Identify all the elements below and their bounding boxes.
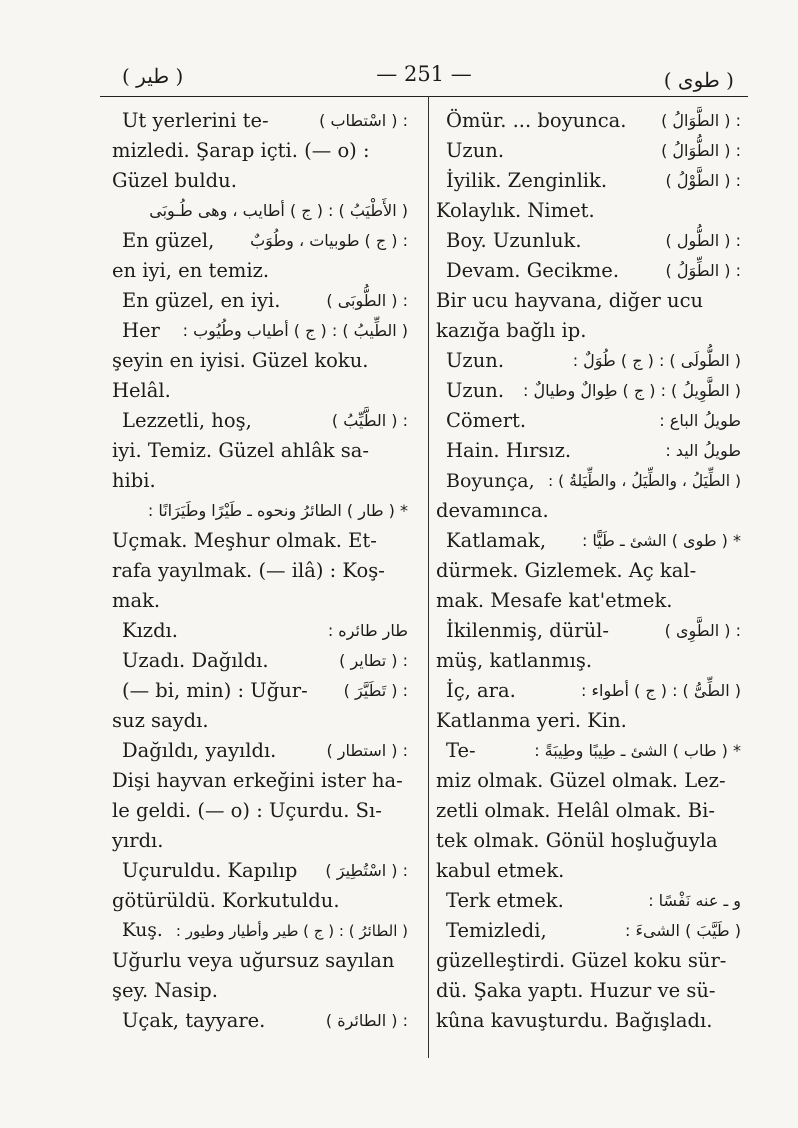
turkish-text: kabul etmek. bbox=[436, 859, 565, 882]
entry-line bbox=[436, 826, 741, 856]
arabic-headword: ( الأَطْيَبُ ) : ( ج ) أطايب ، وهى طُـوبَى bbox=[149, 201, 408, 220]
entry-line bbox=[436, 526, 741, 556]
turkish-text: Katlanma yeri. Kin. bbox=[436, 709, 627, 732]
turkish-text: Boy. Uzunluk. bbox=[446, 229, 582, 252]
entry-line bbox=[112, 946, 408, 976]
arabic-headword: ( الطُّولَى ) : ( ج ) طُوَلٌ : bbox=[572, 351, 741, 370]
arabic-headword: ( طَيَّبَ ) الشىءَ : bbox=[625, 921, 741, 940]
turkish-text: Helâl. bbox=[112, 379, 171, 402]
turkish-text: Te- bbox=[446, 739, 476, 762]
arabic-headword: : ( تطاير ) bbox=[339, 651, 408, 670]
turkish-text: yırdı. bbox=[112, 829, 164, 852]
entry-line bbox=[112, 466, 408, 496]
entry-line bbox=[436, 166, 741, 196]
arabic-headword: * ( طار ) الطائرُ ونحوه ـ طَيْرًا وطَيَرَانًا : bbox=[147, 501, 408, 520]
entry-line bbox=[112, 166, 408, 196]
turkish-text: le geldi. (— o) : Uçurdu. Sı- bbox=[112, 799, 382, 822]
turkish-text: Cömert. bbox=[446, 409, 527, 432]
entry-line bbox=[112, 556, 408, 586]
turkish-text: tek olmak. Gönül hoşluğuyla bbox=[436, 829, 718, 852]
arabic-headword: : ( اسْتطاب ) bbox=[319, 111, 408, 130]
entry-line bbox=[436, 406, 741, 436]
entry-line bbox=[436, 196, 741, 226]
header-left-keyword: ( طیر ) bbox=[122, 64, 184, 88]
arabic-headword: طار طائره : bbox=[327, 621, 408, 640]
column-divider bbox=[428, 96, 429, 1058]
arabic-headword: : ( الطَّوْلُ ) bbox=[665, 171, 741, 190]
turkish-text: Temizledi, bbox=[446, 919, 547, 942]
turkish-text: Güzel buldu. bbox=[112, 169, 237, 192]
turkish-text: Dişi hayvan erkeğini ister ha- bbox=[112, 769, 403, 792]
entry-line bbox=[112, 766, 408, 796]
turkish-text: Terk etmek. bbox=[446, 889, 564, 912]
entry-line bbox=[436, 436, 741, 466]
entry-line bbox=[436, 1006, 741, 1036]
entry-line bbox=[436, 616, 741, 646]
entry-line bbox=[436, 256, 741, 286]
entry-line bbox=[112, 406, 408, 436]
entry-line bbox=[112, 436, 408, 466]
entry-line bbox=[436, 136, 741, 166]
entry-line bbox=[112, 346, 408, 376]
arabic-headword: : ( الطَّوِى ) bbox=[664, 621, 741, 640]
entry-line bbox=[436, 946, 741, 976]
entry-line bbox=[112, 916, 408, 946]
arabic-headword: طويلُ الباع : bbox=[659, 411, 741, 430]
entry-line bbox=[112, 976, 408, 1006]
turkish-text: iyi. Temiz. Güzel ahlâk sa- bbox=[112, 439, 369, 462]
arabic-headword: : ( استطار ) bbox=[326, 741, 408, 760]
entry-line bbox=[112, 706, 408, 736]
turkish-text: Uçuruldu. Kapılıp bbox=[122, 859, 298, 882]
entry-line bbox=[436, 796, 741, 826]
turkish-text: İç, ara. bbox=[446, 679, 516, 702]
turkish-text: devamınca. bbox=[436, 499, 549, 522]
turkish-text: hibi. bbox=[112, 469, 156, 492]
arabic-headword: ( الطَّوِيلُ ) : ( ج ) طِوالٌ وطيالٌ : bbox=[523, 381, 741, 400]
arabic-headword: : ( الطَّيِّبُ ) bbox=[331, 411, 408, 430]
turkish-text: kazığa bağlı ip. bbox=[436, 319, 587, 342]
arabic-headword: طويلُ اليد : bbox=[665, 441, 741, 460]
arabic-headword: * ( طاب ) الشئ ـ طِيبًا وطِيبَةً : bbox=[534, 741, 741, 760]
entry-line bbox=[112, 736, 408, 766]
turkish-text: (— bi, min) : Uğur- bbox=[122, 679, 308, 702]
turkish-text: Boyunça, bbox=[446, 470, 535, 492]
entry-line bbox=[436, 286, 741, 316]
entry-line bbox=[436, 976, 741, 1006]
entry-line bbox=[112, 856, 408, 886]
entry-line bbox=[436, 226, 741, 256]
arabic-headword: : ( اسْتُطِيرَ ) bbox=[325, 861, 408, 880]
entry-line bbox=[436, 466, 741, 496]
turkish-text: en iyi, en temiz. bbox=[112, 259, 270, 282]
turkish-text: Uğurlu veya uğursuz sayılan bbox=[112, 949, 395, 972]
turkish-text: mak. bbox=[112, 589, 161, 612]
turkish-text: rafa yayılmak. (— ilâ) : Koş- bbox=[112, 559, 385, 582]
turkish-text: müş, katlanmış. bbox=[436, 649, 593, 672]
turkish-text: mak. Mesafe kat'etmek. bbox=[436, 589, 673, 612]
header-rule bbox=[100, 96, 748, 97]
turkish-text: suz saydı. bbox=[112, 709, 209, 732]
entry-line bbox=[112, 136, 408, 166]
arabic-headword: : ( الطَّوَالُ ) bbox=[661, 111, 741, 130]
entry-line bbox=[112, 286, 408, 316]
entry-line bbox=[436, 316, 741, 346]
entry-line bbox=[112, 196, 408, 226]
entry-line bbox=[436, 376, 741, 406]
entry-line bbox=[436, 346, 741, 376]
entry-line bbox=[112, 886, 408, 916]
turkish-text: İkilenmiş, dürül- bbox=[446, 619, 609, 642]
entry-line bbox=[436, 916, 741, 946]
turkish-text: zetli olmak. Helâl olmak. Bi- bbox=[436, 799, 715, 822]
turkish-text: güzelleştirdi. Güzel koku sür- bbox=[436, 949, 727, 972]
turkish-text: Hain. Hırsız. bbox=[446, 439, 572, 462]
arabic-headword: ( الطِّيبُ ) : ( ج ) أطياب وطُيُوب : bbox=[182, 321, 408, 340]
arabic-headword: : ( الطُّوبَى ) bbox=[326, 291, 408, 310]
entry-line bbox=[436, 706, 741, 736]
entry-line bbox=[112, 646, 408, 676]
entry-line bbox=[112, 526, 408, 556]
arabic-headword: * ( طوى ) الشئ ـ طَيًّا : bbox=[581, 531, 741, 550]
arabic-headword: : ( الطِّوَلُ ) bbox=[665, 261, 741, 280]
page-header bbox=[100, 60, 748, 96]
arabic-headword: ( الطائرُ ) : ( ج ) طير وأطيار وطيور : bbox=[175, 922, 408, 940]
entry-line bbox=[112, 376, 408, 406]
turkish-text: miz olmak. Güzel olmak. Lez- bbox=[436, 769, 726, 792]
entry-line bbox=[436, 586, 741, 616]
turkish-text: Kolaylık. Nimet. bbox=[436, 199, 595, 222]
arabic-headword: : ( الطُّول ) bbox=[665, 231, 741, 250]
turkish-text: Kuş. bbox=[122, 920, 163, 941]
entry-line bbox=[112, 106, 408, 136]
turkish-text: Uzun. bbox=[446, 349, 505, 372]
turkish-text: kûna kavuşturdu. Bağışladı. bbox=[436, 1009, 713, 1032]
arabic-headword: ( الطِّيَلُ ، والطِّيَلُ ، والطِّيَلةُ ) : bbox=[548, 472, 741, 490]
arabic-headword: : ( الطائرة ) bbox=[325, 1011, 408, 1030]
turkish-text: şey. Nasip. bbox=[112, 979, 218, 1002]
entry-line bbox=[436, 676, 741, 706]
turkish-text: Devam. Gecikme. bbox=[446, 259, 620, 282]
entry-line bbox=[112, 1006, 408, 1036]
entry-line bbox=[112, 226, 408, 256]
entry-line bbox=[436, 766, 741, 796]
turkish-text: Dağıldı, yayıldı. bbox=[122, 739, 277, 762]
turkish-text: götürüldü. Korkutuldu. bbox=[112, 889, 340, 912]
entry-line bbox=[436, 556, 741, 586]
turkish-text: Her bbox=[122, 319, 160, 342]
entry-line bbox=[112, 496, 408, 526]
turkish-text: Ömür. ... boyunca. bbox=[446, 109, 627, 132]
arabic-headword: : ( تَطَيَّرَ ) bbox=[343, 681, 408, 700]
turkish-text: En güzel, bbox=[122, 229, 215, 252]
entry-line bbox=[436, 886, 741, 916]
arabic-headword: ( الطِّىُّ ) : ( ج ) أطواء : bbox=[581, 681, 741, 700]
entry-line bbox=[112, 256, 408, 286]
entry-line bbox=[436, 856, 741, 886]
turkish-text: Bir ucu hayvana, diğer ucu bbox=[436, 289, 704, 312]
entry-line bbox=[112, 616, 408, 646]
arabic-headword: و ـ عنه نَفْسًا : bbox=[648, 891, 741, 910]
header-right-keyword: ( طوی ) bbox=[663, 68, 734, 92]
entry-line bbox=[112, 316, 408, 346]
arabic-headword: : ( ج ) طوبيات ، وطُوَبٌ bbox=[250, 231, 408, 250]
turkish-text: Uçmak. Meşhur olmak. Et- bbox=[112, 529, 377, 552]
turkish-text: İyilik. Zenginlik. bbox=[446, 169, 608, 192]
entry-line bbox=[112, 826, 408, 856]
turkish-text: dü. Şaka yaptı. Huzur ve sü- bbox=[436, 979, 716, 1002]
turkish-text: dürmek. Gizlemek. Aç kal- bbox=[436, 559, 697, 582]
entry-line bbox=[112, 586, 408, 616]
turkish-text: Uzadı. Dağıldı. bbox=[122, 649, 269, 672]
turkish-text: Katlamak, bbox=[446, 529, 547, 552]
turkish-text: mizledi. Şarap içti. (— o) : bbox=[112, 139, 370, 162]
turkish-text: Kızdı. bbox=[122, 619, 178, 642]
turkish-text: şeyin en iyisi. Güzel koku. bbox=[112, 349, 369, 372]
turkish-text: Uzun. bbox=[446, 379, 505, 402]
turkish-text: Uçak, tayyare. bbox=[122, 1009, 266, 1032]
turkish-text: Ut yerlerini te- bbox=[122, 109, 269, 132]
turkish-text: Uzun. bbox=[446, 139, 505, 162]
arabic-headword: : ( الطُّوَالُ ) bbox=[661, 141, 741, 160]
entry-line bbox=[436, 496, 741, 526]
page-number: — 251 — bbox=[376, 62, 472, 86]
turkish-text: En güzel, en iyi. bbox=[122, 289, 281, 312]
entry-line bbox=[436, 736, 741, 766]
entry-line bbox=[112, 676, 408, 706]
entry-line bbox=[436, 646, 741, 676]
turkish-text: Lezzetli, hoş, bbox=[122, 409, 252, 432]
entry-line bbox=[436, 106, 741, 136]
entry-line bbox=[112, 796, 408, 826]
